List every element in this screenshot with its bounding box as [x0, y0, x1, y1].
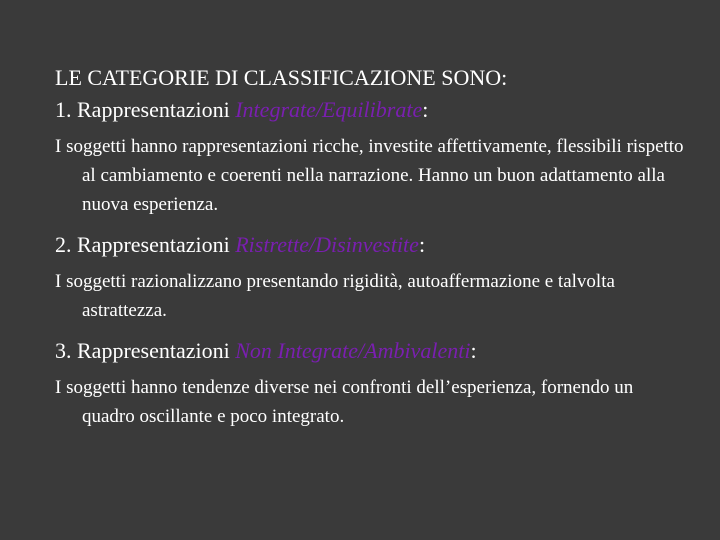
category-2-title	[55, 229, 685, 261]
category-3-highlight: Non Integrate/Ambivalenti	[235, 338, 471, 363]
category-1-highlight: Integrate/Equilibrate	[235, 97, 423, 122]
category-2-highlight: Ristrette/Disinvestite	[235, 232, 419, 257]
category-3-suffix: :	[470, 338, 477, 363]
slide-content	[55, 62, 685, 431]
category-1-prefix: 1. Rappresentazioni	[55, 97, 236, 122]
category-1-suffix: :	[422, 97, 429, 122]
category-1-title	[55, 94, 685, 126]
slide-heading: LE CATEGORIE DI CLASSIFICAZIONE SONO:	[55, 65, 508, 90]
category-3-prefix: 3. Rappresentazioni	[55, 338, 236, 363]
category-2-description: I soggetti razionalizzano presentando rigidità, autoaffermazione e talvolta astrattezza.	[55, 271, 615, 321]
category-2-suffix: :	[418, 232, 426, 257]
category-1-description: I soggetti hanno rappresentazioni ricche, investite affettivamente, flessibili rispetto al cambiamento e coerenti nella narrazione. Hanno un buon adattamento alla nuova esperienza.	[55, 136, 684, 215]
category-3-title	[55, 335, 685, 367]
category-2-prefix: 2. Rappresentazioni	[55, 232, 236, 257]
category-3-description: I soggetti hanno tendenze diverse nei confronti dell’esperienza, fornendo un quadro oscillante e poco integrato.	[55, 377, 634, 427]
